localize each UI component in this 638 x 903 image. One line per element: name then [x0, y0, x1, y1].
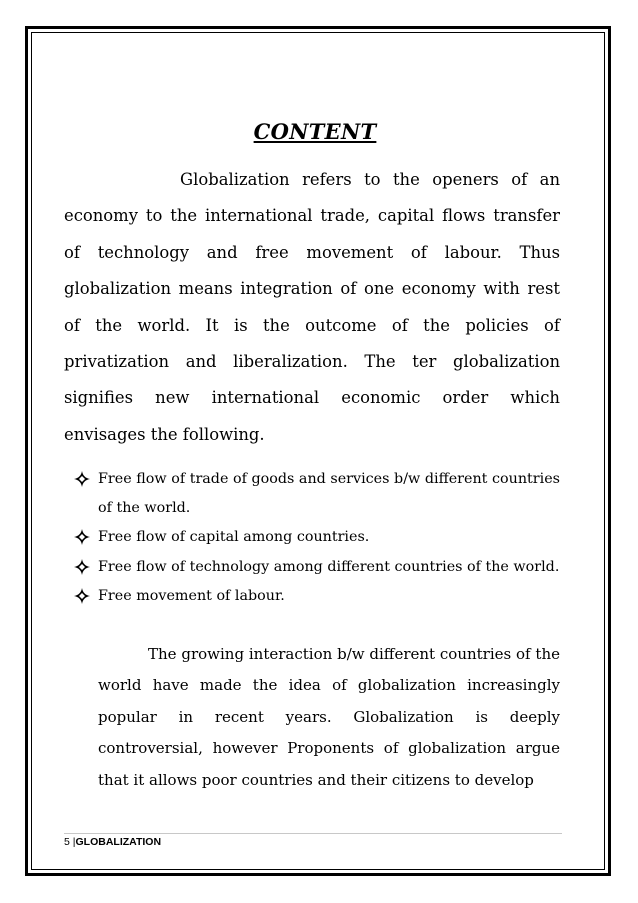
- bullet-text: Free flow of capital among countries.: [98, 529, 370, 546]
- list-item: [74, 582, 560, 611]
- diamond-bullet-icon: [74, 471, 90, 487]
- footer-separator: |: [72, 836, 76, 848]
- list-item: [74, 523, 560, 552]
- page-title: CONTENT: [253, 119, 377, 144]
- footer-label: GLOBALIZATION: [75, 836, 162, 848]
- intro-paragraph: Globalization refers to the openers of an economy to the international trade, capital flows transfer of technology and free movement of labour. Thus globalization means integration of one economy with rest of the world. It is the outcome of the policies of privatization and liberalization. The ter globalization signifies new international economic order which envisages the following.: [64, 170, 560, 444]
- bullet-text: Free movement of labour.: [98, 588, 285, 605]
- document-body: [64, 118, 560, 796]
- list-item: [74, 553, 560, 582]
- bullet-text: Free flow of technology among different countries of the world.: [98, 558, 560, 575]
- diamond-bullet-icon: [74, 529, 90, 545]
- page-number: 5: [64, 836, 70, 848]
- bullet-text: Free flow of trade of goods and services b/w different countries of the world.: [98, 471, 560, 516]
- footer-divider: [64, 833, 562, 834]
- bullet-list: [64, 465, 560, 611]
- page-footer: [64, 836, 161, 848]
- diamond-bullet-icon: [74, 588, 90, 604]
- list-item: [74, 465, 560, 522]
- diamond-bullet-icon: [74, 559, 90, 575]
- body-paragraph: The growing interaction b/w different countries of the world have made the idea of globalization increasingly popular in recent years. Globalization is deeply controversial, however Proponents of globalization argue that it allows poor countries and their citizens to develop: [98, 644, 560, 789]
